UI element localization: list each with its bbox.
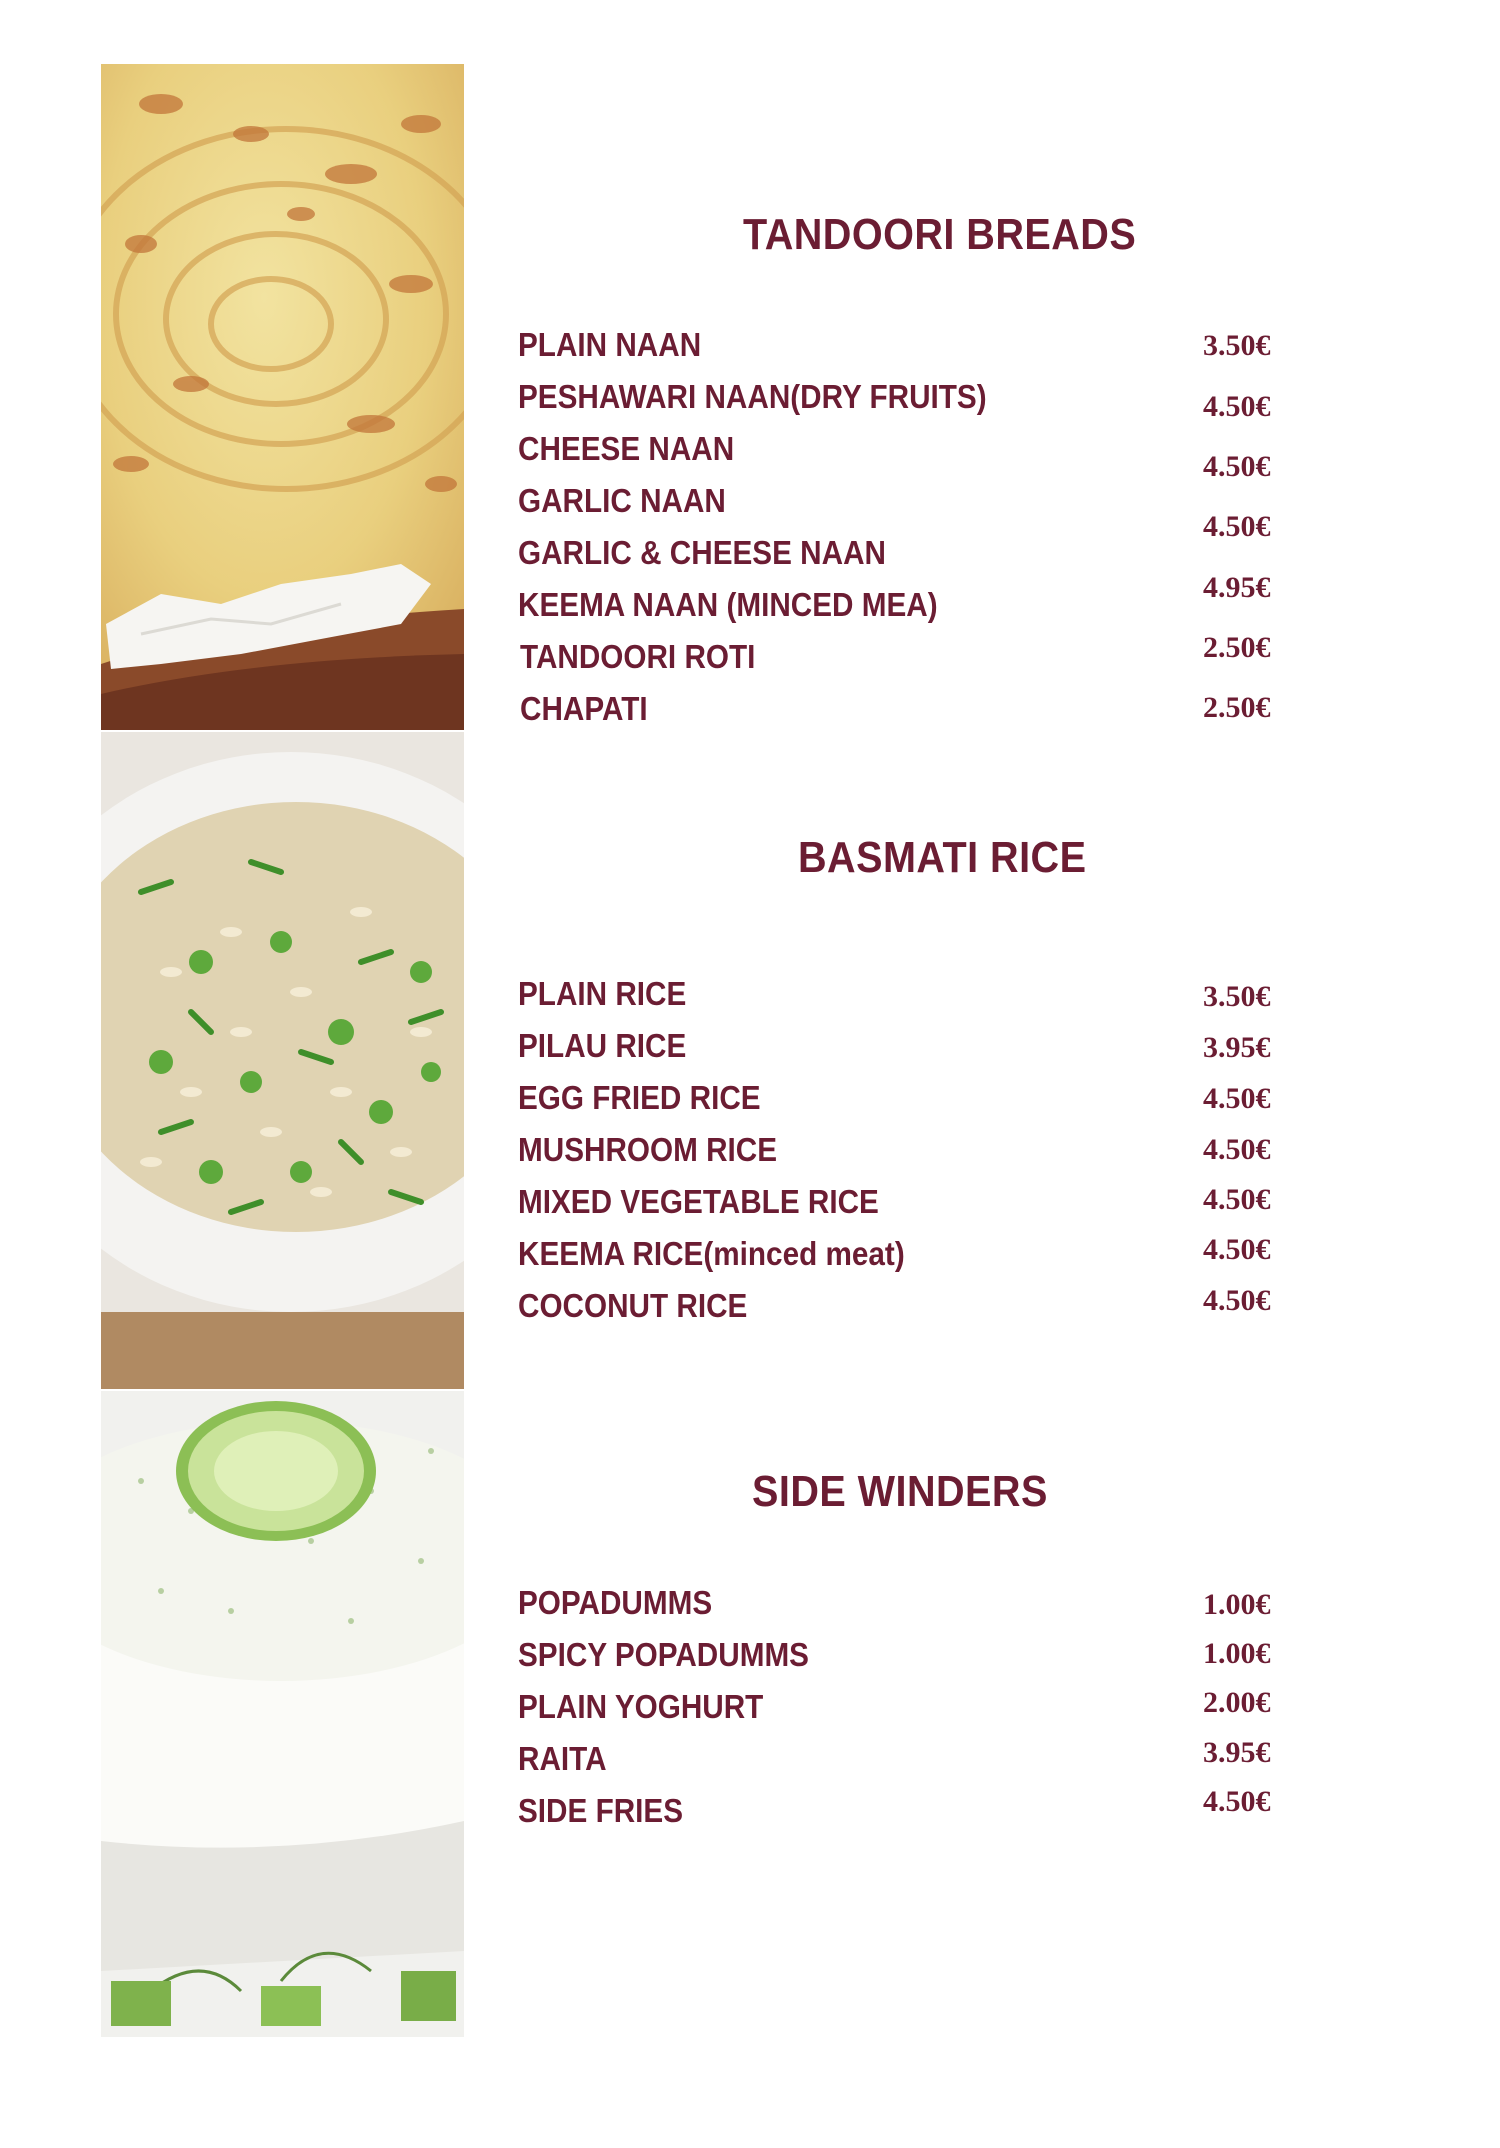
menu-item-price: 4.50€ [1203, 1082, 1271, 1115]
menu-item-price: 4.50€ [1203, 1133, 1271, 1166]
menu-item-name: GARLIC NAAN [518, 482, 726, 519]
menu-item-name: EGG FRIED RICE [518, 1079, 761, 1116]
menu-item-price: 3.50€ [1203, 980, 1271, 1013]
menu-item-name: PILAU RICE [518, 1027, 687, 1064]
menu-item-price: 3.50€ [1203, 329, 1271, 362]
menu-item-price: 4.50€ [1203, 390, 1271, 423]
menu-item-name: TANDOORI ROTI [520, 638, 756, 675]
menu-item-name: PESHAWARI NAAN(DRY FRUITS) [518, 378, 987, 415]
menu-item-name: RAITA [518, 1740, 607, 1777]
menu-item-name: COCONUT RICE [518, 1287, 748, 1324]
section-title-side-winders: SIDE WINDERS [752, 1467, 1048, 1516]
menu-item-name: MIXED VEGETABLE RICE [518, 1183, 879, 1220]
menu-item-name: SPICY POPADUMMS [518, 1636, 810, 1673]
menu-item-name: GARLIC & CHEESE NAAN [518, 534, 886, 571]
menu-item-name: MUSHROOM RICE [518, 1131, 778, 1168]
menu-item-name: KEEMA RICE(minced meat) [518, 1235, 905, 1272]
menu-item-name: PLAIN NAAN [518, 326, 702, 363]
menu-item-price: 4.50€ [1203, 1183, 1271, 1216]
photo-strip [101, 64, 464, 2037]
menu-item-price: 4.50€ [1203, 1785, 1271, 1818]
section-title-basmati-rice: BASMATI RICE [798, 833, 1087, 882]
menu-item-name: SIDE FRIES [518, 1792, 684, 1829]
menu-item-price: 4.95€ [1203, 571, 1271, 604]
menu-item-name: PLAIN RICE [518, 975, 687, 1012]
menu-item-price: 1.00€ [1203, 1588, 1271, 1621]
menu-item-price: 4.50€ [1203, 1233, 1271, 1266]
paratha-bread-photo [101, 64, 464, 730]
raita-bowl-photo [101, 1391, 464, 2037]
section-title-tandoori-breads: TANDOORI BREADS [743, 210, 1137, 259]
menu-item-price: 1.00€ [1203, 1637, 1271, 1670]
menu-item-name: CHEESE NAAN [518, 430, 735, 467]
menu-item-price: 3.95€ [1203, 1736, 1271, 1769]
menu-item-price: 2.50€ [1203, 691, 1271, 724]
menu-item-price: 4.50€ [1203, 450, 1271, 483]
menu-item-price: 4.50€ [1203, 1284, 1271, 1317]
menu-item-name: POPADUMMS [518, 1584, 713, 1621]
menu-item-name: PLAIN YOGHURT [518, 1688, 764, 1725]
menu-item-name: CHAPATI [520, 690, 648, 727]
menu-item-price: 2.50€ [1203, 631, 1271, 664]
menu-item-price: 4.50€ [1203, 510, 1271, 543]
menu-item-price: 3.95€ [1203, 1031, 1271, 1064]
rice-bowl-photo [101, 732, 464, 1389]
menu-item-price: 2.00€ [1203, 1686, 1271, 1719]
menu-item-name: KEEMA NAAN (MINCED MEA) [518, 586, 938, 623]
